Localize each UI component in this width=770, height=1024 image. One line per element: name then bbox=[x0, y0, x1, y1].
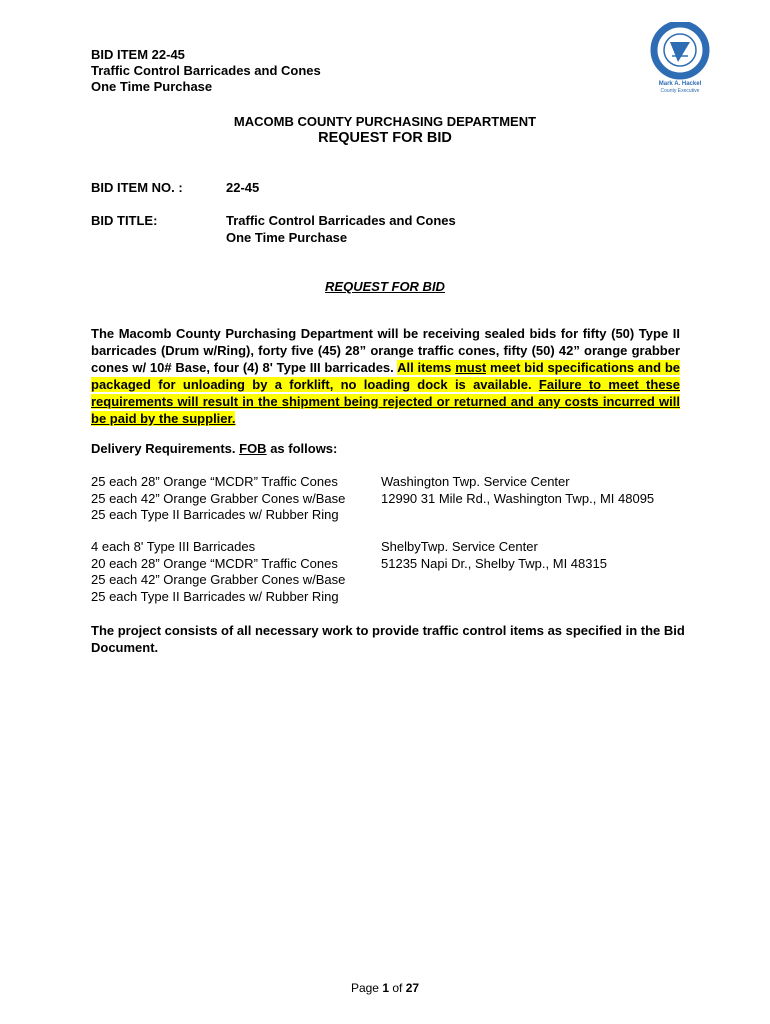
delivery-location-washington bbox=[381, 474, 654, 507]
bid-title-value bbox=[226, 212, 456, 246]
delivery-items-shelby bbox=[91, 539, 345, 605]
bid-item-value: 22-45 bbox=[226, 180, 260, 195]
footer-page-word: Page bbox=[350, 981, 383, 995]
location-name: ShelbyTwp. Service Center bbox=[381, 539, 538, 554]
bid-title-label: BID TITLE: bbox=[91, 213, 158, 228]
header-bid-title: Traffic Control Barricades and Cones bbox=[91, 63, 321, 78]
delivery-heading-suffix: as follows: bbox=[266, 441, 338, 456]
list-item: 25 each Type II Barricades w/ Rubber Ring bbox=[91, 507, 339, 522]
bid-title-line2: One Time Purchase bbox=[226, 230, 348, 245]
bid-item-label: BID ITEM NO. : bbox=[91, 180, 183, 195]
project-scope-text: The project consists of all necessary work to provide traffic control items as specified in the Bid Document. bbox=[91, 623, 685, 655]
list-item: 4 each 8' Type III Barricades bbox=[91, 539, 256, 554]
list-item: 25 each 42” Orange Grabber Cones w/Base bbox=[91, 490, 346, 506]
intro-highlight-warning: Failure to meet these requirements will result in the shipment being rejected or returned and any costs incurred will be paid by the supplier. bbox=[91, 377, 681, 426]
delivery-location-shelby bbox=[381, 539, 607, 572]
header-purchase-type: One Time Purchase bbox=[91, 79, 213, 94]
location-name: Washington Twp. Service Center bbox=[381, 474, 570, 489]
location-address: 51235 Napi Dr., Shelby Twp., MI 48315 bbox=[381, 555, 607, 571]
department-title: MACOMB COUNTY PURCHASING DEPARTMENT bbox=[233, 114, 537, 129]
logo-name: Mark A. Hackel bbox=[658, 81, 702, 87]
footer-page-number: 1 bbox=[382, 981, 389, 995]
list-item: 25 each 42” Orange Grabber Cones w/Base bbox=[91, 572, 346, 587]
intro-highlight-must: must bbox=[455, 360, 487, 375]
delivery-fob: FOB bbox=[239, 441, 267, 456]
header-block bbox=[91, 47, 321, 95]
intro-highlight-b: meet bid specifications and be packaged for unloading by a forklift, no loading dock is available. bbox=[91, 360, 680, 392]
document-heading: REQUEST FOR BID bbox=[318, 130, 452, 146]
bid-title-line1: Traffic Control Barricades and Cones bbox=[226, 213, 456, 228]
delivery-heading-text: Delivery Requirements. bbox=[91, 441, 240, 456]
header-bid-item: BID ITEM 22-45 bbox=[91, 47, 185, 62]
intro-highlight-a: All items bbox=[397, 360, 456, 375]
logo-subtitle: County Executive bbox=[660, 88, 700, 94]
footer-page-total: 27 bbox=[405, 981, 420, 995]
delivery-heading bbox=[91, 441, 337, 456]
intro-paragraph bbox=[91, 325, 680, 427]
section-heading: REQUEST FOR BID bbox=[325, 279, 445, 294]
list-item: 25 each Type II Barricades w/ Rubber Ring bbox=[91, 588, 339, 604]
location-address: 12990 31 Mile Rd., Washington Twp., MI 48095 bbox=[381, 490, 655, 506]
county-seal-logo bbox=[648, 22, 712, 94]
page-footer bbox=[0, 981, 770, 995]
delivery-items-washington bbox=[91, 474, 345, 524]
list-item: 25 each 28” Orange “MCDR” Traffic Cones bbox=[91, 474, 338, 489]
list-item: 20 each 28” Orange “MCDR” Traffic Cones bbox=[91, 555, 338, 571]
intro-plain-text: The Macomb County Purchasing Department will be receiving sealed bids for fifty (50) Type II barricades (Drum w/Ring), forty five (45) 28” orange traffic cones, fifty (50) 42” orange grabber cones w/ 10# Base, four (4) 8' Type III barricades. bbox=[91, 326, 680, 375]
footer-of-word: of bbox=[389, 981, 406, 995]
